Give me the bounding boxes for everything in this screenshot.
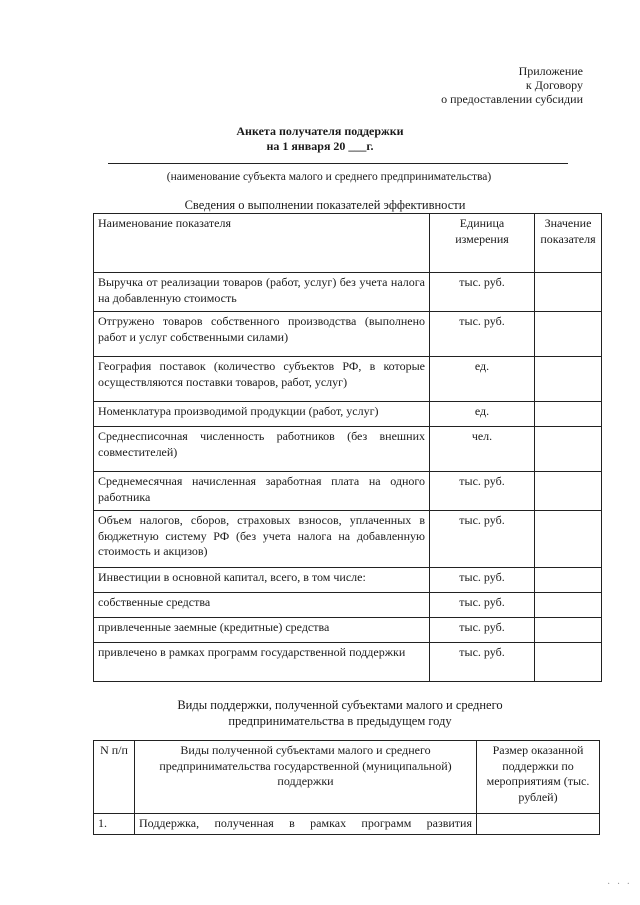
support-table <box>93 740 600 835</box>
form-title-line: Анкета получателя поддержки <box>236 124 404 138</box>
indicator-value-cell[interactable] <box>535 643 602 682</box>
indicator-name: привлеченные заемные (кредитные) средства <box>94 618 430 643</box>
indicator-unit: чел. <box>430 427 535 472</box>
indicator-value-cell[interactable] <box>535 511 602 568</box>
indicator-unit: ед. <box>430 402 535 427</box>
section-title-indicators: Сведения о выполнении показателей эффективности <box>184 198 466 212</box>
indicator-name: География поставок (количество субъектов РФ, в которые осуществляются поставки товаров, работ, услуг) <box>94 357 430 402</box>
indicator-value-cell[interactable] <box>535 618 602 643</box>
column-header-unit: Единица измерения <box>430 214 535 273</box>
appendix-line: к Договору <box>525 78 583 92</box>
indicator-unit: ед. <box>430 357 535 402</box>
table-row <box>94 273 602 312</box>
indicator-name: Среднесписочная численность работников (без внешних совместителей) <box>94 427 430 472</box>
section-title-support <box>0 697 640 729</box>
indicator-name: привлечено в рамках программ государственной поддержки <box>94 643 430 682</box>
indicator-name: Объем налогов, сборов, страховых взносов, уплаченных в бюджетную систему РФ (без учета налога на добавленную стоимость и акцизов) <box>94 511 430 568</box>
indicator-value-cell[interactable] <box>535 427 602 472</box>
form-title-date: на 1 января 20 ___г. <box>266 139 374 153</box>
indicator-name: Инвестиции в основной капитал, всего, в том числе: <box>94 568 430 593</box>
organization-name-field[interactable] <box>108 163 568 164</box>
appendix-note <box>441 64 583 106</box>
indicator-unit: тыс. руб. <box>430 618 535 643</box>
table-row <box>94 427 602 472</box>
indicator-unit: тыс. руб. <box>430 593 535 618</box>
table-row <box>94 511 602 568</box>
indicator-value-cell[interactable] <box>535 357 602 402</box>
indicator-unit: тыс. руб. <box>430 312 535 357</box>
table-row <box>94 568 602 593</box>
support-amount-cell[interactable] <box>477 814 600 835</box>
row-number: 1. <box>94 814 135 835</box>
indicator-value-cell[interactable] <box>535 593 602 618</box>
table-row <box>94 312 602 357</box>
column-header-indicator: Наименование показателя <box>94 214 430 273</box>
table-row <box>94 472 602 511</box>
indicator-unit: тыс. руб. <box>430 273 535 312</box>
column-header-support-kind: Виды полученной субъектами малого и среднего предпринимательства государственной (муниципальной) поддержки <box>135 741 477 814</box>
indicator-unit: тыс. руб. <box>430 511 535 568</box>
appendix-line: о предоставлении субсидии <box>441 92 583 106</box>
indicator-value-cell[interactable] <box>535 312 602 357</box>
column-header-value: Значение показателя <box>535 214 602 273</box>
table-row <box>94 814 600 835</box>
column-header-amount: Размер оказанной поддержки по мероприятиям (тыс. рублей) <box>477 741 600 814</box>
table-header-row <box>94 741 600 814</box>
indicator-name: Выручка от реализации товаров (работ, услуг) без учета налога на добавленную стоимость <box>94 273 430 312</box>
table-row <box>94 643 602 682</box>
indicator-name: Номенклатура производимой продукции (работ, услуг) <box>94 402 430 427</box>
table-row <box>94 357 602 402</box>
indicator-unit: тыс. руб. <box>430 472 535 511</box>
section-title-line: предпринимательства в предыдущем году <box>228 714 452 728</box>
support-kind: Поддержка, полученная в рамках программ развития <box>135 814 477 835</box>
indicator-name: собственные средства <box>94 593 430 618</box>
indicator-value-cell[interactable] <box>535 273 602 312</box>
indicator-value-cell[interactable] <box>535 568 602 593</box>
column-header-number: N п/п <box>94 741 135 814</box>
appendix-line: Приложение <box>518 64 583 78</box>
section-title-line: Виды поддержки, полученной субъектами малого и среднего <box>177 698 503 712</box>
indicator-unit: тыс. руб. <box>430 568 535 593</box>
indicator-value-cell[interactable] <box>535 402 602 427</box>
table-row <box>94 402 602 427</box>
indicators-table <box>93 213 602 682</box>
indicator-value-cell[interactable] <box>535 472 602 511</box>
indicator-name: Среднемесячная начисленная заработная плата на одного работника <box>94 472 430 511</box>
table-header-row <box>94 214 602 273</box>
indicator-name: Отгружено товаров собственного производства (выполнено работ и услуг собственными силами) <box>94 312 430 357</box>
indicator-unit: тыс. руб. <box>430 643 535 682</box>
scan-artifact: · · · <box>607 879 632 890</box>
table-row <box>94 593 602 618</box>
organization-name-caption: (наименование субъекта малого и среднего предпринимательства) <box>166 171 492 183</box>
table-row <box>94 618 602 643</box>
form-title <box>0 124 640 154</box>
